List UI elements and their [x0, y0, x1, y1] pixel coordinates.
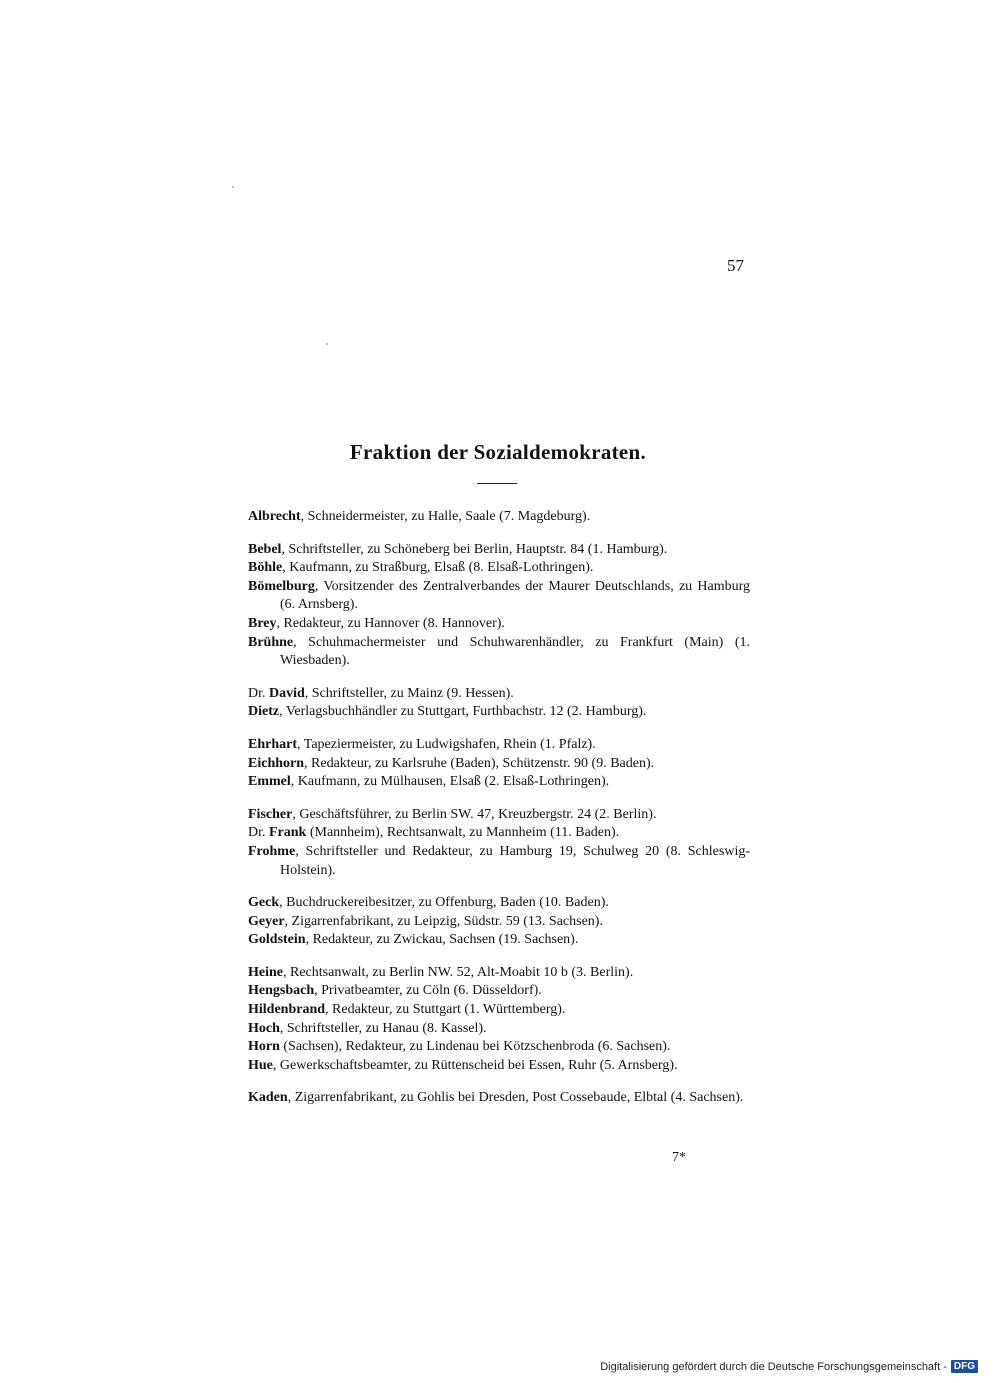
entry-details: (Sachsen), Redakteur, zu Lindenau bei Kötzschenbroda (6. Sachsen). [279, 1039, 671, 1055]
list-item [248, 559, 750, 578]
entry-details: , Schriftsteller und Redakteur, zu Hamburg 19, Schulweg 20 (8. Schleswig-Holstein). [280, 843, 750, 878]
list-item [248, 703, 750, 722]
list-item [248, 964, 750, 983]
entry-name: Brey [248, 615, 277, 631]
entry-details: , Redakteur, zu Zwickau, Sachsen (19. Sachsen). [305, 932, 579, 948]
list-item [248, 824, 750, 843]
entry-group [248, 964, 750, 1076]
scan-speck [232, 186, 234, 188]
entry-name: Eichhorn [248, 755, 305, 771]
entry-group [248, 685, 750, 722]
entry-name: Goldstein [248, 932, 306, 948]
list-item [248, 755, 750, 774]
entry-group [248, 541, 750, 671]
list-item [248, 773, 750, 792]
footer [600, 1360, 978, 1373]
entry-name: Kaden [248, 1090, 288, 1106]
entry-group [248, 508, 750, 527]
list-item [248, 1001, 750, 1020]
page-number: 57 [727, 256, 744, 275]
entry-name: Böhle [248, 560, 283, 576]
entry-details: , Privatbeamter, zu Cöln (6. Düsseldorf). [314, 983, 542, 999]
entry-name: Bömelburg [248, 578, 315, 594]
list-item [248, 508, 750, 527]
list-item [248, 806, 750, 825]
list-item [248, 931, 750, 950]
entry-details: , Schneidermeister, zu Halle, Saale (7. Magdeburg). [300, 509, 591, 524]
entry-group [248, 1089, 750, 1108]
list-item [248, 578, 750, 615]
list-item [248, 736, 750, 755]
entry-name: Geyer [248, 913, 285, 929]
entry-name: Dietz [248, 704, 280, 720]
entry-details: , Kaufmann, zu Straßburg, Elsaß (8. Elsaß-Lothringen). [282, 560, 594, 576]
member-list [248, 508, 750, 1122]
entry-name: Brühne [248, 634, 294, 650]
entry-name: Emmel [248, 774, 291, 790]
scan-speck [326, 343, 328, 345]
entry-name: Frank [269, 825, 307, 841]
list-item [248, 1057, 750, 1076]
entry-details: , Schriftsteller, zu Mainz (9. Hessen). [304, 685, 514, 701]
entry-group [248, 736, 750, 792]
list-item [248, 894, 750, 913]
entry-name: Bebel [248, 541, 282, 557]
sheet-mark: 7* [672, 1150, 686, 1165]
entry-name: Hoch [248, 1020, 280, 1036]
list-item [248, 843, 750, 880]
entry-name: Hengsbach [248, 983, 315, 999]
entry-prefix: Dr. [248, 825, 269, 841]
entry-name: Heine [248, 964, 283, 980]
list-item [248, 1038, 750, 1057]
list-item [248, 685, 750, 704]
entry-name: David [269, 685, 305, 701]
entry-details: , Zigarrenfabrikant, zu Leipzig, Südstr. 59 (13. Sachsen). [284, 913, 603, 929]
list-item [248, 1020, 750, 1039]
entry-details: , Buchdruckereibesitzer, zu Offenburg, Baden (10. Baden). [279, 895, 609, 911]
entry-name: Hildenbrand [248, 1002, 326, 1018]
list-item [248, 615, 750, 634]
dfg-logo-icon: DFG [951, 1360, 978, 1373]
entry-name: Fischer [248, 806, 293, 822]
entry-name: Geck [248, 895, 280, 911]
entry-name: Horn [248, 1039, 280, 1055]
entry-name: Frohme [248, 843, 296, 859]
entry-details: , Kaufmann, zu Mülhausen, Elsaß (2. Elsaß-Lothringen). [290, 774, 610, 790]
entry-details: , Vorsitzender des Zentralverbandes der Maurer Deutschlands, zu Hamburg (6. Arnsberg). [280, 578, 750, 613]
entry-details: , Geschäftsführer, zu Berlin SW. 47, Kreuzbergstr. 24 (2. Berlin). [292, 806, 657, 822]
list-item [248, 634, 750, 671]
entry-details: , Schriftsteller, zu Hanau (8. Kassel). [279, 1020, 487, 1036]
entry-details: , Zigarrenfabrikant, zu Gohlis bei Dresden, Post Cossebaude, Elbtal (4. Sachsen). [287, 1090, 744, 1106]
entry-group [248, 894, 750, 950]
entry-name: Albrecht [248, 509, 301, 524]
footer-text: Digitalisierung gefördert durch die Deutsche Forschungsgemeinschaft - [600, 1360, 947, 1373]
entry-details: , Redakteur, zu Karlsruhe (Baden), Schützenstr. 90 (9. Baden). [304, 755, 655, 771]
list-item [248, 1089, 750, 1108]
entry-details: , Rechtsanwalt, zu Berlin NW. 52, Alt-Moabit 10 b (3. Berlin). [283, 964, 634, 980]
entry-name: Ehrhart [248, 736, 297, 752]
entry-details: , Schriftsteller, zu Schöneberg bei Berlin, Hauptstr. 84 (1. Hamburg). [281, 541, 668, 557]
entry-details: , Tapeziermeister, zu Ludwigshafen, Rhein (1. Pfalz). [297, 736, 596, 752]
heading-rule [477, 483, 517, 484]
list-item [248, 541, 750, 560]
list-item [248, 982, 750, 1001]
entry-details: , Redakteur, zu Stuttgart (1. Württemberg). [325, 1002, 566, 1018]
entry-prefix: Dr. [248, 685, 269, 701]
page-heading: Fraktion der Sozialdemokraten. [349, 440, 647, 464]
entry-details: , Gewerkschaftsbeamter, zu Rüttenscheid bei Essen, Ruhr (5. Arnsberg). [272, 1057, 678, 1073]
entry-details: , Verlagsbuchhändler zu Stuttgart, Furthbachstr. 12 (2. Hamburg). [279, 704, 647, 720]
entry-group [248, 806, 750, 880]
entry-details: , Redakteur, zu Hannover (8. Hannover). [276, 615, 505, 631]
list-item [248, 913, 750, 932]
entry-details: , Schuhmachermeister und Schuhwarenhändler, zu Frankfurt (Main) (1. Wiesbaden). [280, 634, 750, 669]
entry-details: (Mannheim), Rechtsanwalt, zu Mannheim (11. Baden). [306, 825, 620, 841]
entry-name: Hue [248, 1057, 273, 1073]
